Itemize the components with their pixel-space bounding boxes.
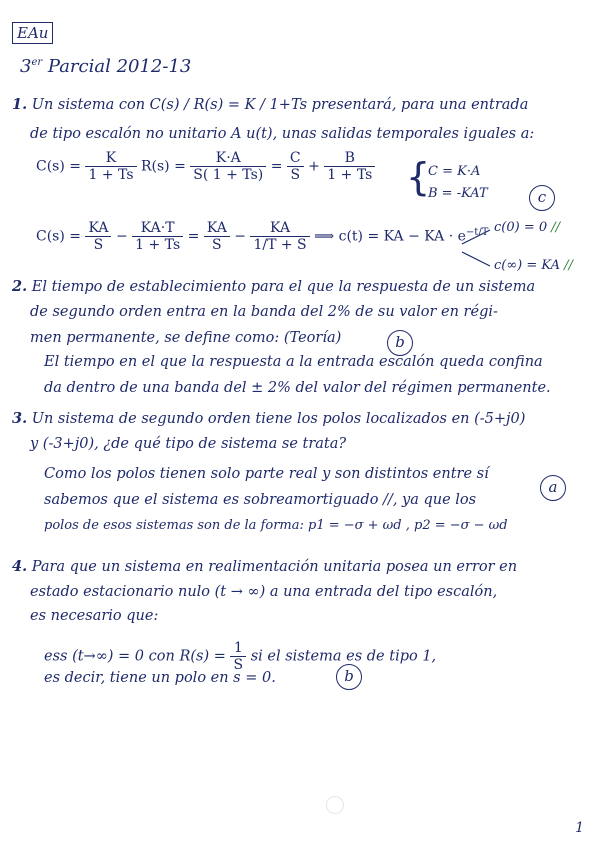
eq2-c0 — [494, 220, 560, 235]
q4-answer-1 — [44, 640, 436, 673]
q1-number: 1. — [12, 96, 28, 113]
q4-frac-den: S — [233, 657, 244, 673]
eq1-lhs: C(s) = — [36, 158, 82, 175]
q4-line1 — [12, 558, 517, 575]
q1-text-1: Un sistema con C(s) / R(s) = K / 1+Ts presentará, para una entrada — [31, 97, 529, 113]
q2-line1 — [12, 278, 535, 295]
q1-line1 — [12, 96, 528, 113]
q1-answer-circle: c — [529, 185, 555, 211]
eq2-f4-den: 1/T + S — [253, 237, 307, 253]
eq2-minus-1: − — [115, 228, 128, 245]
eq1-frac-3 — [287, 150, 304, 183]
q2-answer-2: da dentro de una banda del ± 2% del valor del régimen permanente. — [44, 380, 551, 396]
q3-answer-circle: a — [540, 475, 566, 501]
eq1-f2-num: K·A — [190, 150, 266, 167]
q2-line2: de segundo orden entra en la banda del 2% de su valor en régi- — [30, 304, 498, 320]
header-tag: EAu — [12, 22, 53, 44]
eq2-frac-3 — [204, 220, 230, 253]
eq1-f1-num: K — [85, 150, 136, 167]
q4-text-1: Para que un sistema en realimentación unitaria posea un error en — [31, 559, 518, 575]
q3-text-1: Un sistema de segundo orden tiene los polos localizados en (-5+j0) — [31, 411, 526, 427]
q3-answer-1: Como los polos tienen solo parte real y son distintos entre sí — [44, 466, 489, 482]
eq1-equals: = — [270, 158, 283, 175]
q1-equation-2 — [36, 220, 488, 253]
eq2-frac-2 — [132, 220, 183, 253]
eq2-f3-num: KA — [204, 220, 230, 237]
eq1-f4-num: B — [324, 150, 375, 167]
eq2-lhs: C(s) = — [36, 228, 82, 245]
eq2-equals: = — [187, 228, 200, 245]
bleed-through-mark — [326, 796, 344, 814]
q2-answer-1: El tiempo en el que la respuesta a la entrada escalón queda confina — [44, 354, 543, 370]
eq1-f4-den: 1 + Ts — [327, 167, 373, 183]
eq1-frac-1 — [85, 150, 136, 183]
q4-ans-a: ess (t→∞) = 0 con R(s) = — [44, 648, 226, 665]
q4-number: 4. — [12, 558, 28, 575]
eq1-f3-den: S — [290, 167, 301, 183]
eq2-f4-num: KA — [250, 220, 309, 237]
eq1-frac-4 — [324, 150, 375, 183]
eq1-f2-den: S( 1 + Ts) — [193, 167, 264, 183]
q1-line2: de tipo escalón no unitario A u(t), unas salidas temporales iguales a: — [30, 126, 535, 142]
q2-answer-circle: b — [387, 330, 413, 356]
eq2-f1-num: KA — [85, 220, 111, 237]
eq1-plus: + — [308, 158, 320, 175]
eq2-f2-num: KA·T — [132, 220, 183, 237]
q1-equation-1 — [36, 150, 375, 183]
q3-line1 — [12, 410, 525, 427]
q2-line3: men permanente, se define como: (Teoría) — [30, 330, 342, 346]
eq1-f3-num: C — [287, 150, 304, 167]
eq2-f2-den: 1 + Ts — [135, 237, 181, 253]
q3-number: 3. — [12, 410, 28, 427]
q4-line2: estado estacionario nulo (t → ∞) a una entrada del tipo escalón, — [30, 584, 498, 600]
title-rest: Parcial 2012-13 — [47, 56, 192, 77]
eq1-brace: { — [406, 155, 431, 199]
eq2-frac-1 — [85, 220, 111, 253]
eq2-f3-den: S — [212, 237, 222, 253]
arrow-down — [462, 252, 490, 266]
eq2-exponent: −t/T — [465, 226, 489, 238]
q3-answer-2: sabemos que el sistema es sobreamortiguado //, ya que los — [44, 492, 477, 508]
q4-answer-2: es decir, tiene un polo en s = 0. — [44, 670, 276, 686]
q3-answer-3: polos de esos sistemas son de la forma: p1 = −σ + ωd , p2 = −σ − ωd — [44, 518, 508, 533]
q4-answer-circle: b — [336, 664, 362, 690]
eq1-frac-2 — [190, 150, 266, 183]
q4-line3: es necesario que: — [30, 608, 159, 624]
title-ordinal: 3 — [20, 56, 32, 77]
eq2-f1-den: S — [93, 237, 104, 253]
page-title — [20, 56, 191, 77]
eq2-c0-text: c(0) = 0 — [494, 220, 548, 235]
q4-frac — [230, 640, 246, 673]
title-sup: er — [31, 57, 43, 68]
brace-b-value: B = -KAT — [428, 186, 488, 201]
brace-c-value: C = K·A — [428, 164, 481, 179]
q2-text-1: El tiempo de establecimiento para el que la respuesta de un sistema — [31, 279, 536, 295]
q4-ans-b: si el sistema es de tipo 1, — [250, 648, 437, 665]
check-mark-icon: // — [564, 258, 573, 273]
arrow-up — [462, 230, 490, 244]
eq2-minus-2: − — [234, 228, 247, 245]
eq2-result: ⟹ c(t) = KA − KA · e — [314, 228, 466, 245]
eq1-f1-den: 1 + Ts — [88, 167, 134, 183]
check-mark-icon: // — [551, 220, 561, 235]
eq2-frac-4 — [250, 220, 309, 253]
page-number: 1 — [575, 820, 584, 836]
q3-line2: y (-3+j0), ¿de qué tipo de sistema se trata? — [30, 436, 347, 452]
eq2-cinf-text: c(∞) = KA — [494, 258, 560, 273]
q4-frac-num: 1 — [230, 640, 246, 657]
q2-number: 2. — [12, 278, 28, 295]
eq1-mid: R(s) = — [140, 158, 186, 175]
eq2-cinf — [494, 258, 573, 273]
